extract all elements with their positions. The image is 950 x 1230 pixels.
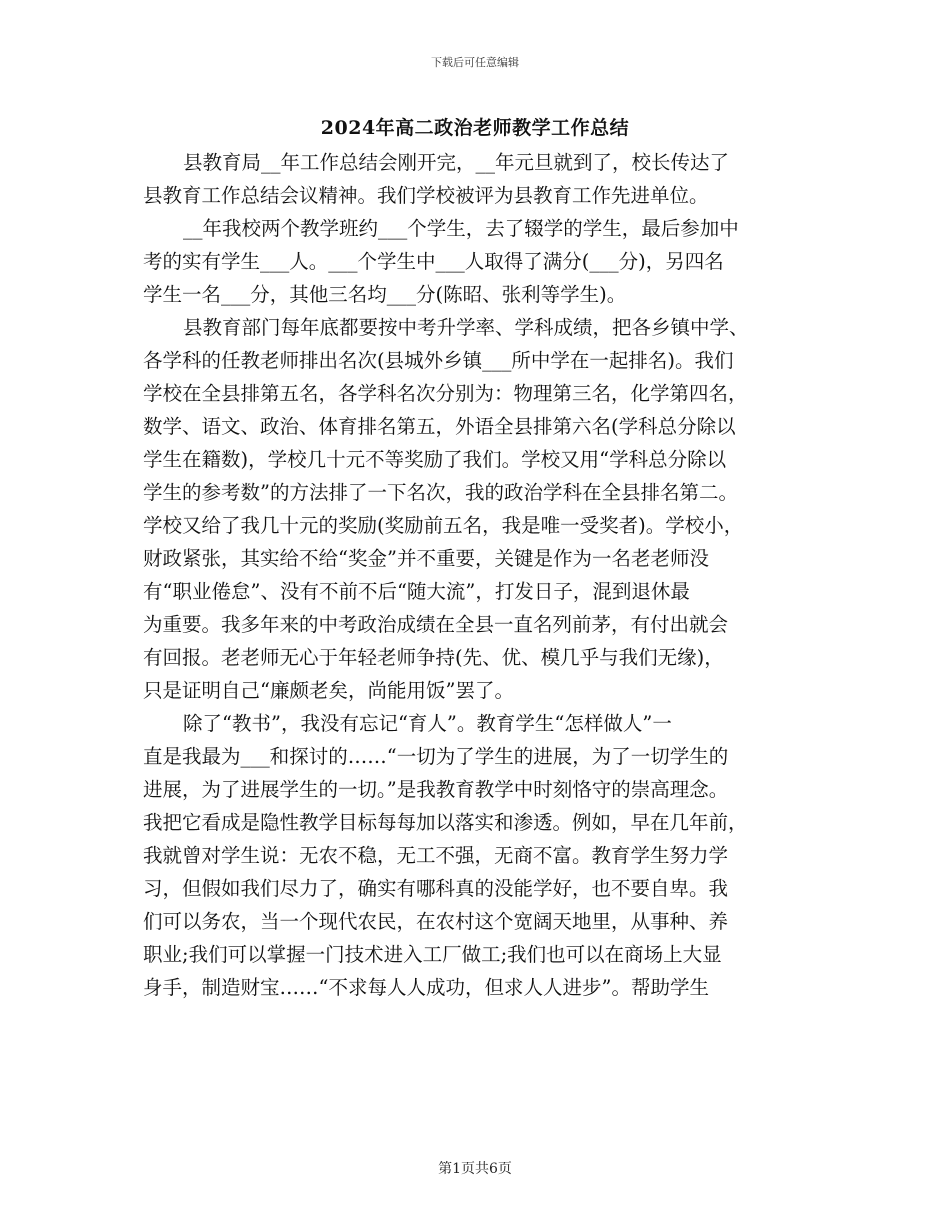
body-line: 为重要。我多年来的中考政治成绩在全县一直名列前茅，有付出就会 xyxy=(143,613,729,636)
body-line: 学生的参考数”的方法排了一下名次，我的政治学科在全县排名第二。 xyxy=(143,481,738,504)
body-line: 我把它看成是隐性教学目标每每加以落实和渗透。例如，早在几年前， xyxy=(143,811,748,834)
body-line: 学校又给了我几十元的奖励(奖励前五名，我是唯一受奖者)。学校小， xyxy=(143,514,744,537)
body-line: 除了“教书”，我没有忘记“育人”。教育学生“怎样做人”一 xyxy=(183,712,672,735)
body-line: 直是我最为___和探讨的……“一切为了学生的进展，为了一切学生的 xyxy=(143,745,729,768)
body-line: 我就曾对学生说：无农不稳，无工不强，无商不富。教育学生努力学 xyxy=(143,844,729,867)
body-line: 学校在全县排第五名，各学科名次分别为：物理第三名，化学第四名， xyxy=(143,382,748,405)
body-line: 进展，为了进展学生的一切。”是我教育教学中时刻恪守的崇高理念。 xyxy=(143,778,729,801)
document-body xyxy=(143,146,808,1004)
body-line: 有“职业倦怠”、没有不前不后“随大流”，打发日子，混到退休最 xyxy=(143,580,690,603)
body-line: 只是证明自己“廉颇老矣，尚能用饭”罢了。 xyxy=(143,679,514,702)
document-title: 2024年高二政治老师教学工作总结 xyxy=(320,117,630,139)
body-line: 们可以务农，当一个现代农民，在农村这个宽阔天地里，从事种、养 xyxy=(143,910,729,933)
body-line: 考的实有学生___人。___个学生中___人取得了满分(___分)，另四名 xyxy=(143,250,724,273)
body-line: 有回报。老老师无心于年轻老师争持(先、优、模几乎与我们无缘)， xyxy=(143,646,724,669)
body-line: 习，但假如我们尽力了，确实有哪科真的没能学好，也不要自卑。我 xyxy=(143,877,729,900)
body-line: 学生一名___分，其他三名均___分(陈昭、张利等学生)。 xyxy=(143,283,627,306)
body-line: 财政紧张，其实给不给“奖金”并不重要，关键是作为一名老老师没 xyxy=(143,547,709,570)
body-line: 数学、语文、政治、体育排名第五，外语全县排第六名(学科总分除以 xyxy=(143,415,736,438)
body-line: 各学科的任教老师排出名次(县城外乡镇___所中学在一起排名)。我们 xyxy=(143,349,734,372)
body-line: 县教育部门每年底都要按中考升学率、学科成绩，把各乡镇中学、 xyxy=(183,316,749,339)
body-line: 职业;我们可以掌握一门技术进入工厂做工;我们也可以在商场上大显 xyxy=(143,943,722,966)
body-line: 学生在籍数)，学校几十元不等奖励了我们。学校又用“学科总分除以 xyxy=(143,448,727,471)
body-line: __年我校两个教学班约___个学生，去了辍学的学生，最后参加中 xyxy=(183,217,739,240)
body-line: 身手，制造财宝……“不求每人人成功，但求人人进步”。帮助学生 xyxy=(143,976,709,999)
body-line: 县教育工作总结会议精神。我们学校被评为县教育工作先进单位。 xyxy=(143,184,709,207)
body-line: 县教育局__年工作总结会刚开完，__年元旦就到了，校长传达了 xyxy=(183,151,730,174)
page-header: 下载后可任意编辑 xyxy=(431,56,519,69)
page-number: 第1页共6页 xyxy=(438,1161,512,1177)
